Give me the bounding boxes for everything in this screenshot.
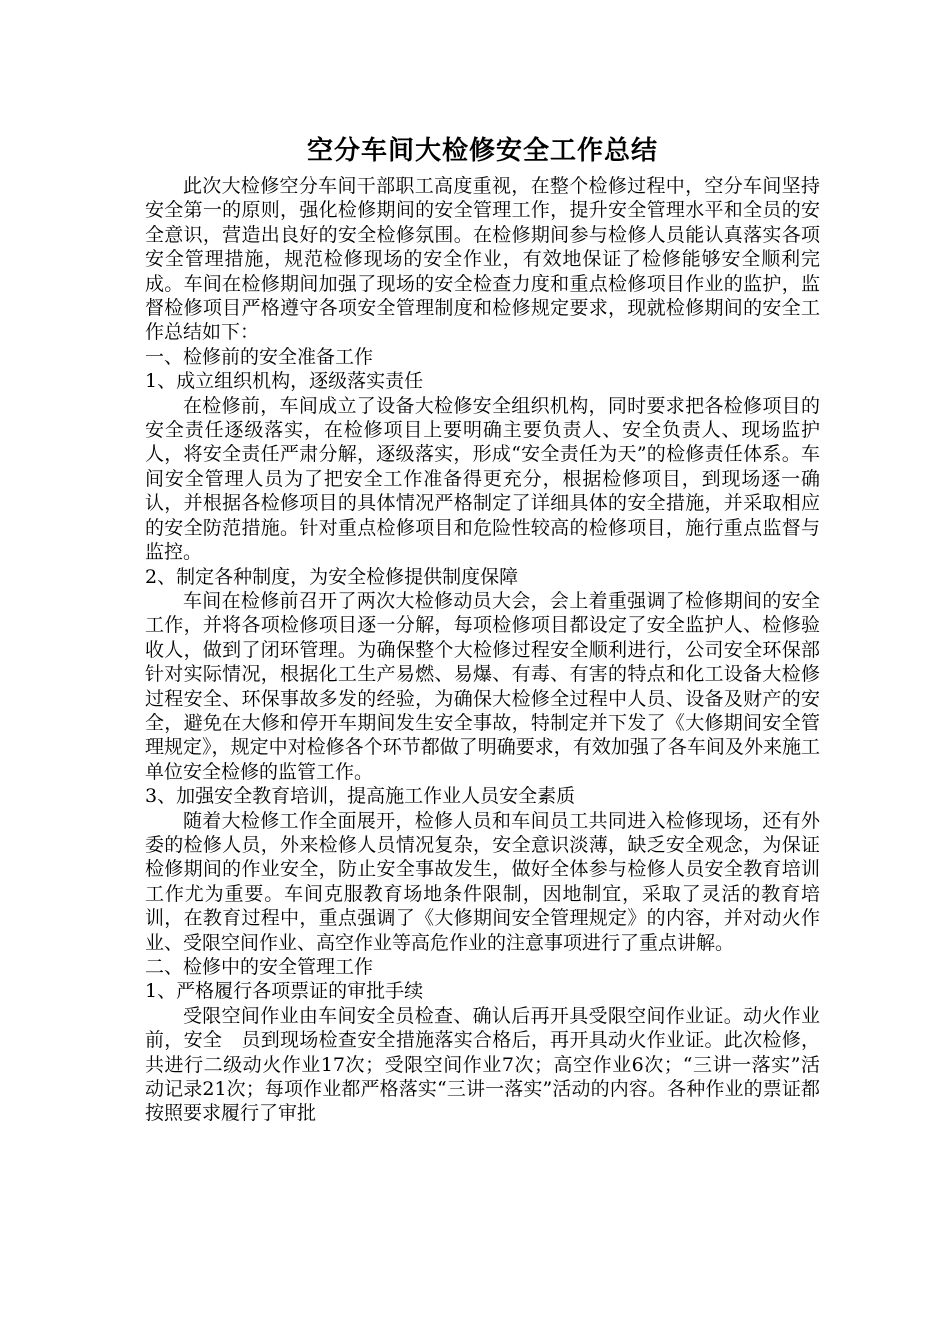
section-heading-2: 二、检修中的安全管理工作 <box>145 956 374 978</box>
subheading-1-1: 1、成立组织机构，逐级落实责任 <box>145 370 424 393</box>
paragraph-1-1: 在检修前，车间成立了设备大检修安全组织机构，同时要求把各检修项目的安全责任逐级落实，在检修项目上要明确主要负责人、安全负责人、现场监护人，将安全责任严肃分解，逐级落实，形成“安全责任为天”的检修责任体系。车间安全管理人员为了把安全工作准备得更充分，根据检修项目，到现场逐一确认，并根据各检修项目的具体情况严格制定了详细具体的安全措施，并采取相应的安全防范措施。针对重点检修项目和危险性较高的检修项目，施行重点监督与监控。 <box>145 394 820 564</box>
subheading-2-1: 1、严格履行各项票证的审批手续 <box>145 980 424 1003</box>
subheading-1-3: 3、加强安全教育培训，提高施工作业人员安全素质 <box>145 785 576 808</box>
intro-paragraph: 此次大检修空分车间干部职工高度重视，在整个检修过程中，空分车间坚持安全第一的原则，强化检修期间的安全管理工作，提升安全管理水平和全员的安全意识，营造出良好的安全检修氛围。在检修期间参与检修人员能认真落实各项安全管理措施，规范检修现场的安全作业，有效地保证了检修能够安全顺利完成。车间在检修期间加强了现场的安全检查力度和重点检修项目作业的监护，监督检修项目严格遵守各项安全管理制度和检修规定要求，现就检修期间的安全工作总结如下： <box>145 175 820 344</box>
paragraph-1-2: 车间在检修前召开了两次大检修动员大会，会上着重强调了检修期间的安全工作，并将各项检修项目逐一分解，每项检修项目都设定了安全监护人、检修验收人，做到了闭环管理。为确保整个大检修过程安全顺利进行，公司安全环保部针对实际情况，根据化工生产易燃、易爆、有毒、有害的特点和化工设备大检修过程安全、环保事故多发的经验，为确保大检修全过程中人员、设备及财产的安全，避免在大修和停开车期间发生安全事故，特制定并下发了《大修期间安全管理规定》，规定中对检修各个环节都做了明确要求，有效加强了各车间及外来施工单位安全检修的监管工作。 <box>145 589 820 783</box>
section-heading-1: 一、检修前的安全准备工作 <box>145 345 374 368</box>
document-page <box>145 132 820 1126</box>
subheading-1-2: 2、制定各种制度，为安全检修提供制度保障 <box>145 565 519 588</box>
paragraph-2-1: 受限空间作业由车间安全员检查、确认后再开具受限空间作业证。动火作业前，安全 员到现场检查安全措施落实合格后，再开具动火作业证。此次检修，共进行二级动火作业17次；受限空间作业7次；高空作业6次；“三讲一落实”活动记录21次；每项作业都严格落实“三讲一落实”活动的内容。各种作业的票证都按照要求履行了审批 <box>145 1004 820 1125</box>
paragraph-1-3: 随着大检修工作全面展开，检修人员和车间员工共同进入检修现场，还有外委的检修人员，外来检修人员情况复杂，安全意识淡薄，缺乏安全观念，为保证检修期间的作业安全，防止安全事故发生，做好全体参与检修人员安全教育培训工作尤为重要。车间克服教育场地条件限制，因地制宜，采取了灵活的教育培训，在教育过程中，重点强调了《大修期间安全管理规定》的内容，并对动火作业、受限空间作业、高空作业等高危作业的注意事项进行了重点讲解。 <box>145 809 820 954</box>
document-title: 空分车间大检修安全工作总结 <box>306 136 658 166</box>
